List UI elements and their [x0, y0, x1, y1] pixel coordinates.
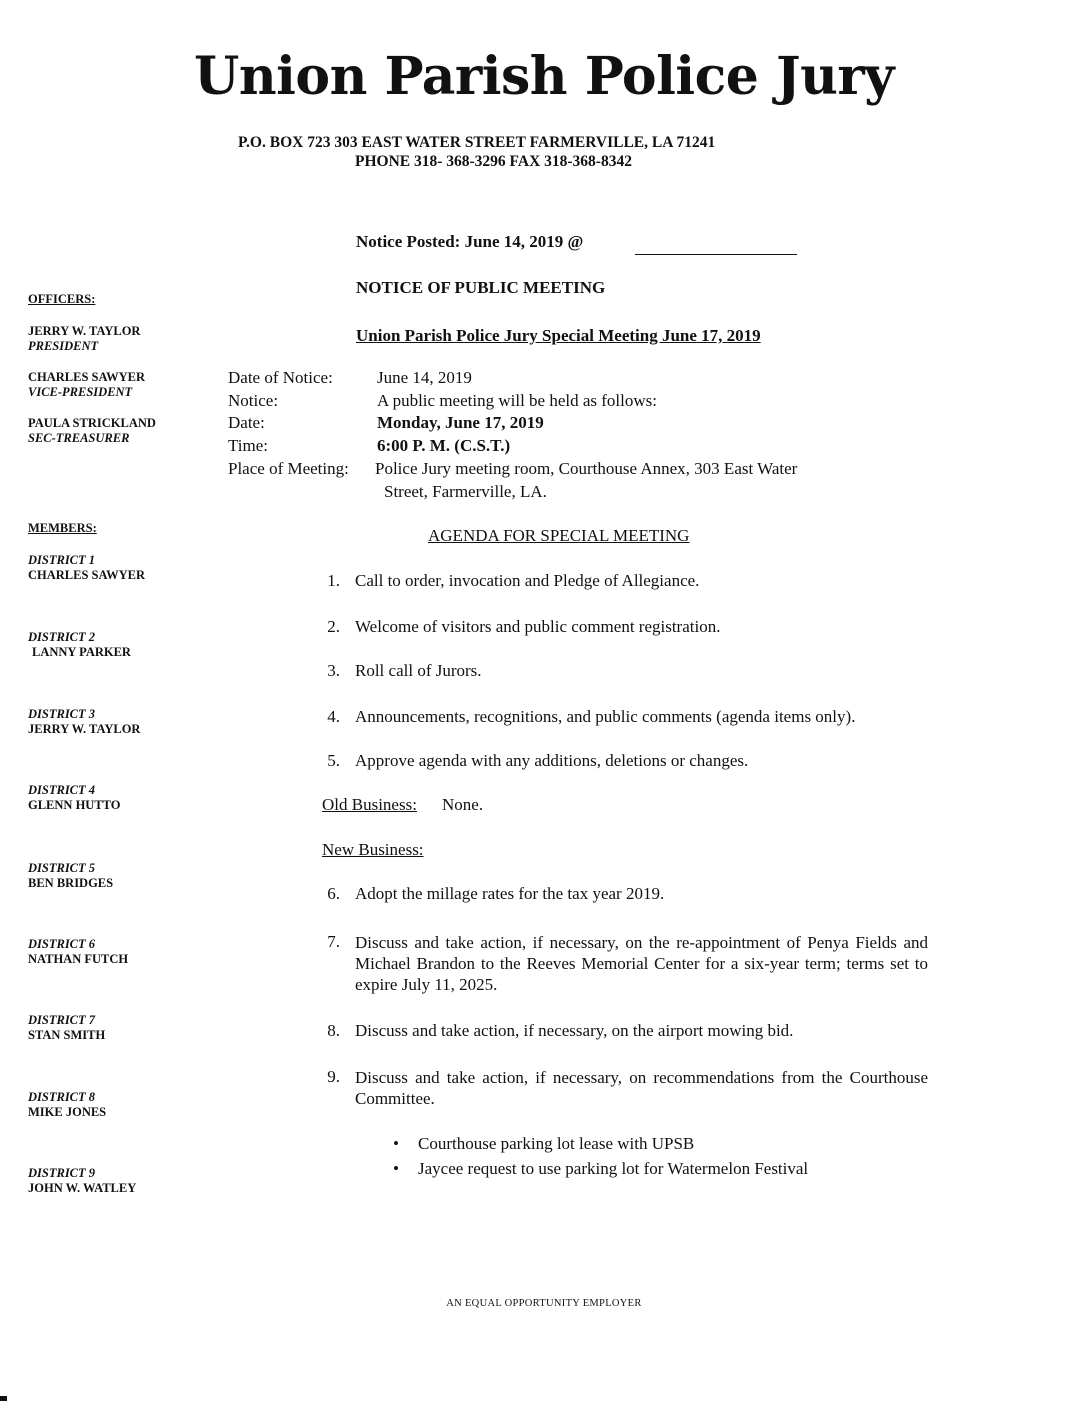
officers-label: OFFICERS:: [28, 292, 96, 306]
agenda-item: Welcome of visitors and public comment registration.: [355, 617, 721, 636]
bullet-icon: •: [393, 1159, 399, 1178]
agenda-item-number: 4.: [327, 707, 340, 726]
date-label: Date:: [228, 413, 265, 432]
agenda-item-number: 6.: [327, 884, 340, 903]
agenda-item-number: 2.: [327, 617, 340, 636]
meeting-heading: Union Parish Police Jury Special Meeting June 17, 2019: [356, 326, 761, 345]
agenda-item: Announcements, recognitions, and public comments (agenda items only).: [355, 707, 856, 726]
footer-text: AN EQUAL OPPORTUNITY EMPLOYER: [446, 1298, 642, 1309]
member-district: DISTRICT 7: [28, 1013, 96, 1027]
time-label: Time:: [228, 436, 269, 455]
member-district: DISTRICT 5: [28, 861, 96, 875]
officer-title: SEC-TREASURER: [28, 431, 130, 445]
member-district: DISTRICT 9: [28, 1166, 96, 1180]
member-district: DISTRICT 2: [28, 630, 96, 644]
member-name: JERRY W. TAYLOR: [28, 722, 141, 736]
member-name: JOHN W. WATLEY: [28, 1181, 137, 1195]
member-name: NATHAN FUTCH: [28, 952, 129, 966]
agenda-item-number: 3.: [327, 661, 340, 680]
old-business-value: None.: [442, 795, 484, 814]
date-of-notice-label: Date of Notice:: [228, 368, 333, 387]
member-district: DISTRICT 6: [28, 937, 96, 951]
phone-fax-line: PHONE 318- 368-3296 FAX 318-368-8342: [355, 153, 632, 170]
agenda-item: Call to order, invocation and Pledge of Allegiance.: [355, 571, 700, 590]
agenda-item-number: 1.: [327, 571, 340, 590]
officer-name: PAULA STRICKLAND: [28, 416, 156, 430]
agenda-item: Adopt the millage rates for the tax year 2019.: [355, 884, 665, 903]
place-label: Place of Meeting:: [228, 459, 349, 478]
new-business-label: New Business:: [322, 840, 424, 859]
member-name: GLENN HUTTO: [28, 798, 121, 812]
member-name: BEN BRIDGES: [28, 876, 114, 890]
agenda-item-number: 8.: [327, 1021, 340, 1040]
agenda-subitem: Jaycee request to use parking lot for Watermelon Festival: [418, 1159, 809, 1178]
agenda-item-number: 9.: [327, 1067, 340, 1086]
members-label: MEMBERS:: [28, 521, 97, 535]
notice-heading: NOTICE OF PUBLIC MEETING: [356, 278, 606, 297]
agenda-item: Roll call of Jurors.: [355, 661, 482, 680]
agenda-heading: AGENDA FOR SPECIAL MEETING: [428, 526, 690, 545]
officer-name: JERRY W. TAYLOR: [28, 324, 141, 338]
address-line: P.O. BOX 723 303 EAST WATER STREET FARMERVILLE, LA 71241: [238, 134, 716, 151]
member-name: CHARLES SAWYER: [28, 568, 146, 582]
old-business-label: Old Business:: [322, 795, 417, 814]
bullet-icon: •: [393, 1134, 399, 1153]
member-district: DISTRICT 1: [28, 553, 96, 567]
agenda-item-number: 5.: [327, 751, 340, 770]
agenda-item: Discuss and take action, if necessary, on recommendations from the Courthouse Committee.: [355, 1068, 928, 1108]
agenda-item: Approve agenda with any additions, deletions or changes.: [355, 751, 749, 770]
member-district: DISTRICT 3: [28, 707, 96, 721]
agenda-item-number: 7.: [327, 932, 340, 951]
officer-title: VICE-PRESIDENT: [28, 385, 133, 399]
notice-value: A public meeting will be held as follows:: [377, 391, 657, 410]
member-district: DISTRICT 4: [28, 783, 96, 797]
member-name: MIKE JONES: [28, 1105, 107, 1119]
document-title: Union Parish Police Jury: [193, 46, 894, 107]
time-value: 6:00 P. M. (C.S.T.): [377, 436, 511, 455]
date-value: Monday, June 17, 2019: [377, 413, 544, 432]
scan-edge-mark: [0, 1396, 7, 1401]
agenda-item: Discuss and take action, if necessary, on the re-appointment of Penya Fields and Michael Brandon to the Reeves Memorial Center for a six-year term; terms set to expire July 11, 2025.: [355, 933, 928, 994]
notice-label: Notice:: [228, 391, 279, 410]
officer-name: CHARLES SAWYER: [28, 370, 146, 384]
posted-time-blank: [635, 254, 797, 255]
place-value-cont: Street, Farmerville, LA.: [384, 482, 547, 501]
date-of-notice-value: June 14, 2019: [377, 368, 472, 387]
member-name: LANNY PARKER: [32, 645, 131, 659]
place-value: Police Jury meeting room, Courthouse Annex, 303 East Water: [375, 459, 798, 478]
agenda-subitem: Courthouse parking lot lease with UPSB: [418, 1134, 695, 1153]
member-name: STAN SMITH: [28, 1028, 106, 1042]
agenda-item: Discuss and take action, if necessary, on the airport mowing bid.: [355, 1021, 794, 1040]
notice-posted: Notice Posted: June 14, 2019 @: [356, 232, 584, 251]
member-district: DISTRICT 8: [28, 1090, 96, 1104]
officer-title: PRESIDENT: [28, 339, 99, 353]
